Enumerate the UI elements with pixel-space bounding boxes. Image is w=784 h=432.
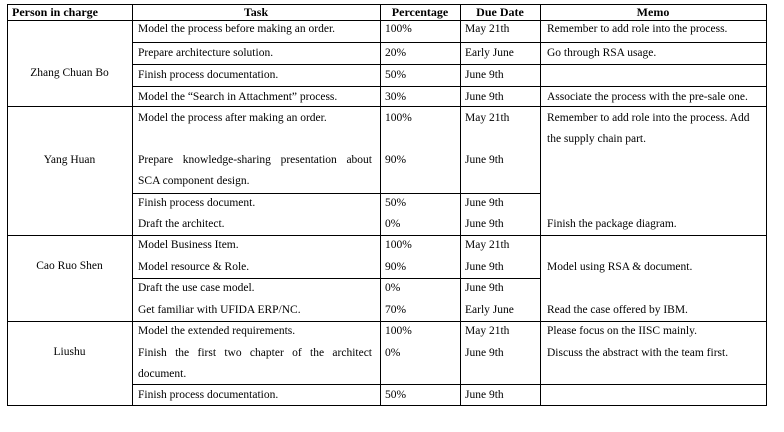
due-date-cell: June 9th (465, 282, 504, 294)
memo-cell: Please focus on the IISC mainly. (547, 325, 698, 337)
person-name: Yang Huan (43, 154, 96, 166)
percentage-cell: 50% (385, 69, 407, 81)
col-rule (132, 4, 133, 406)
task-cell: Get familiar with UFIDA ERP/NC. (138, 304, 301, 316)
memo-cell: Associate the process with the pre-sale one. (547, 91, 748, 103)
memo-cell: Discuss the abstract with the team first. (547, 347, 729, 359)
task-cell: Finish process documentation. (138, 69, 279, 81)
percentage-cell: 100% (385, 325, 412, 337)
task-cell: Prepare knowledge-sharing presentation about (138, 154, 372, 166)
memo-cell: Remember to add role into the process. Add (547, 112, 750, 124)
task-cell: Prepare architecture solution. (138, 47, 274, 59)
due-date-cell: June 9th (465, 218, 504, 230)
memo-cell: Finish the package diagram. (547, 218, 677, 230)
col-rule (460, 4, 461, 406)
percentage-cell: 50% (385, 389, 407, 401)
header-memo: Memo (636, 5, 670, 19)
percentage-cell: 90% (385, 154, 407, 166)
task-cell: Model the process after making an order. (138, 112, 327, 124)
memo-cell: Model using RSA & document. (547, 261, 693, 273)
row-rule (132, 193, 540, 194)
task-cell: Model resource & Role. (138, 261, 250, 273)
header-rule (7, 20, 767, 21)
task-cell: document. (138, 368, 187, 380)
due-date-cell: June 9th (465, 154, 504, 166)
memo-cell: Read the case offered by IBM. (547, 304, 688, 316)
row-rule (132, 278, 540, 279)
due-date-cell: June 9th (465, 69, 504, 81)
task-cell: Draft the use case model. (138, 282, 255, 294)
memo-cell: Remember to add role into the process. (547, 23, 728, 35)
percentage-cell: 50% (385, 197, 407, 209)
col-rule (766, 4, 767, 406)
row-rule (132, 64, 767, 65)
percentage-cell: 100% (385, 112, 412, 124)
due-date-cell: Early June (465, 304, 514, 316)
task-cell: Model the extended requirements. (138, 325, 296, 337)
due-date-cell: June 9th (465, 261, 504, 273)
due-date-cell: June 9th (465, 389, 504, 401)
person-name: Zhang Chuan Bo (30, 67, 109, 79)
due-date-cell: May 21th (465, 112, 510, 124)
group-rule (7, 235, 767, 236)
table-border-bottom (7, 405, 767, 406)
col-rule (380, 4, 381, 406)
task-cell: SCA component design. (138, 175, 250, 187)
col-rule (540, 4, 541, 406)
percentage-cell: 0% (385, 282, 401, 294)
row-rule (132, 42, 542, 43)
task-cell: Finish the first two chapter of the architect (138, 347, 372, 359)
memo-cell: the supply chain part. (547, 133, 647, 145)
task-cell: Model the process before making an order. (138, 23, 336, 35)
person-name: Cao Ruo Shen (36, 260, 103, 272)
due-date-cell: June 9th (465, 347, 504, 359)
task-cell: Model the “Search in Attachment” process. (138, 91, 338, 103)
person-name: Liushu (53, 346, 86, 358)
task-cell: Model Business Item. (138, 239, 239, 251)
task-cell: Finish process document. (138, 197, 256, 209)
header-person: Person in charge (12, 5, 98, 19)
percentage-cell: 0% (385, 347, 401, 359)
percentage-cell: 100% (385, 239, 412, 251)
header-due-date: Due Date (476, 5, 524, 19)
due-date-cell: June 9th (465, 91, 504, 103)
due-date-cell: May 21th (465, 239, 510, 251)
row-rule (132, 384, 767, 385)
header-task: Task (243, 5, 269, 19)
task-cell: Finish process documentation. (138, 389, 279, 401)
due-date-cell: May 21th (465, 325, 510, 337)
memo-cell: Go through RSA usage. (547, 47, 657, 59)
group-rule (7, 106, 767, 107)
percentage-cell: 100% (385, 23, 412, 35)
row-rule (132, 86, 767, 87)
percentage-cell: 20% (385, 47, 407, 59)
header-percentage: Percentage (391, 5, 449, 19)
due-date-cell: June 9th (465, 197, 504, 209)
due-date-cell: May 21th (465, 23, 510, 35)
percentage-cell: 90% (385, 261, 407, 273)
row-rule (542, 42, 767, 43)
percentage-cell: 30% (385, 91, 407, 103)
percentage-cell: 70% (385, 304, 407, 316)
task-cell: Draft the architect. (138, 218, 225, 230)
due-date-cell: Early June (465, 47, 514, 59)
group-rule (7, 321, 767, 322)
percentage-cell: 0% (385, 218, 401, 230)
